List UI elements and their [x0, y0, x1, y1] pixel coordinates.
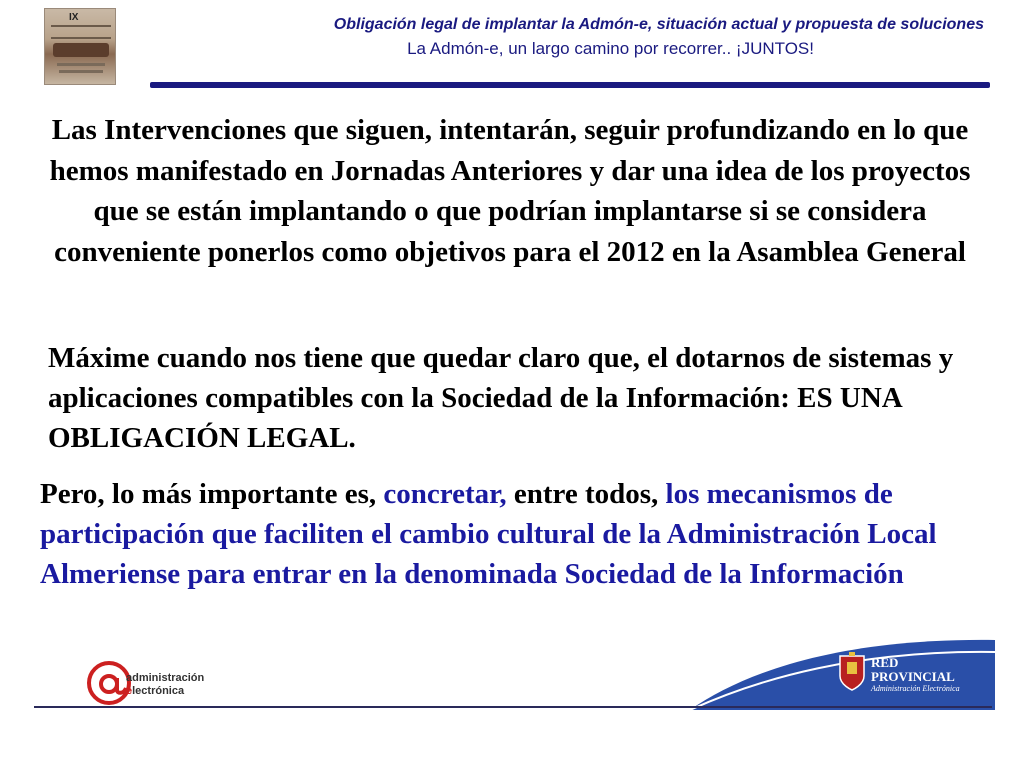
importance-emphasis-1: concretar, — [383, 478, 507, 510]
logo-line-1: administración — [126, 672, 205, 684]
intro-paragraph: Las Intervenciones que siguen, intentarán, seguir profundizando en lo que hemos manifestado en Jornadas Anteriores y dar una idea de los proyectos que se están implantando o que podrían implantarse si se considera conveniente ponerlos como objetivos para el 2012 en la Asamblea General — [49, 114, 971, 268]
importance-paragraph — [40, 474, 990, 594]
thumbnail-label: IX — [69, 12, 79, 23]
header-subtitle: La Admón-e, un largo camino por recorrer.. ¡JUNTOS! — [407, 39, 814, 58]
red-provincial-line-2: PROVINCIAL — [871, 669, 955, 684]
importance-text-1: Pero, lo más importante es, — [40, 478, 384, 510]
logo-line-2-rest: lectrónica — [132, 685, 185, 697]
footer-divider — [34, 706, 992, 708]
legal-obligation-paragraph: Máxime cuando nos tiene que quedar claro que, el dotarnos de sistemas y aplicaciones compatibles con la Sociedad de la Información: ES UNA OBLIGACIÓN LEGAL. — [48, 342, 954, 454]
red-provincial-title — [871, 656, 955, 684]
importance-emphasis-2: los mecanismos de participación que faciliten el cambio cultural de la Administración Local Almeriense para entrar en la denominada Sociedad de la Información — [40, 478, 937, 590]
diputacion-shield-icon — [838, 652, 866, 692]
importance-text-2: entre todos, — [506, 478, 666, 510]
red-provincial-subtitle: Administración Electrónica — [871, 684, 960, 693]
logo-line-2 — [126, 685, 204, 698]
administracion-electronica-logo — [126, 672, 204, 698]
logo-e-letter: e — [126, 685, 133, 697]
header-title: Obligación legal de implantar la Admón-e, situación actual y propuesta de soluciones — [333, 16, 984, 33]
red-provincial-line-1: RED — [871, 655, 899, 670]
header-divider — [150, 82, 990, 88]
conference-thumbnail-image — [44, 8, 116, 85]
header-subtitle-row — [150, 39, 984, 59]
